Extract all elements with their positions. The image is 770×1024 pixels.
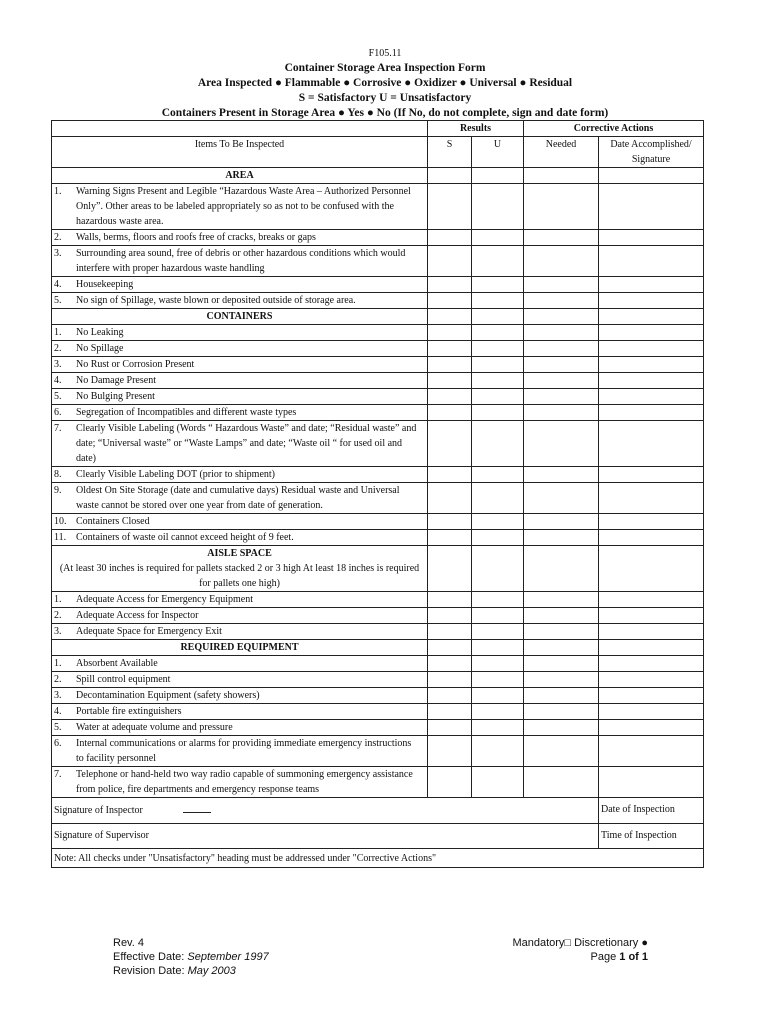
time-inspection-label: Time of Inspection	[601, 830, 677, 841]
date-accomplished-cell[interactable]	[599, 357, 704, 373]
needed-cell[interactable]	[524, 467, 599, 483]
item-text: Portable fire extinguishers	[76, 706, 182, 717]
table-row	[52, 230, 704, 246]
s-checkbox-cell[interactable]	[428, 767, 472, 798]
s-checkbox-cell[interactable]	[428, 246, 472, 277]
item-description	[52, 246, 428, 277]
item-number: 6.	[54, 407, 62, 418]
item-number: 2.	[54, 343, 62, 354]
table-row	[52, 624, 704, 640]
u-checkbox-cell[interactable]	[472, 341, 524, 357]
u-cell	[472, 168, 524, 184]
items-header: Items To Be Inspected	[52, 137, 428, 168]
item-number: 5.	[54, 722, 62, 733]
u-checkbox-cell[interactable]	[472, 467, 524, 483]
item-text: Segregation of Incompatibles and different waste types	[76, 407, 297, 418]
item-text: No Leaking	[76, 327, 124, 338]
form-code: F105.11	[368, 48, 402, 59]
item-text: No Spillage	[76, 343, 124, 354]
item-number: 5.	[54, 295, 62, 306]
date-accomplished-cell[interactable]	[599, 230, 704, 246]
section-header-row	[52, 640, 704, 656]
section-title-text: CONTAINERS	[206, 311, 273, 322]
date-accomplished-cell[interactable]	[599, 514, 704, 530]
section-title	[52, 640, 428, 656]
s-checkbox-cell[interactable]	[428, 230, 472, 246]
table-row	[52, 373, 704, 389]
u-checkbox-cell[interactable]	[472, 688, 524, 704]
needed-cell[interactable]	[524, 530, 599, 546]
s-checkbox-cell[interactable]	[428, 688, 472, 704]
u-checkbox-cell[interactable]	[472, 373, 524, 389]
date-accomplished-cell	[599, 309, 704, 325]
table-row	[52, 277, 704, 293]
u-checkbox-cell[interactable]	[472, 514, 524, 530]
rev-number: Rev. 4	[113, 937, 144, 949]
item-description	[52, 483, 428, 514]
item-description	[52, 405, 428, 421]
item-description	[52, 514, 428, 530]
needed-cell[interactable]	[524, 672, 599, 688]
date-inspection-label: Date of Inspection	[601, 804, 675, 815]
effective-date: Effective Date: September 1997	[113, 951, 269, 963]
item-text: Warning Signs Present and Legible “Hazardous Waste Area – Authorized Personnel Only”. Other areas to be labeled appropriately so as not to be confused with the hazardous waste area.	[76, 186, 411, 227]
item-text: No Bulging Present	[76, 391, 155, 402]
table-row	[52, 184, 704, 230]
item-text: Housekeeping	[76, 279, 134, 290]
item-description	[52, 467, 428, 483]
u-checkbox-cell[interactable]	[472, 421, 524, 467]
u-checkbox-cell[interactable]	[472, 530, 524, 546]
table-row	[52, 704, 704, 720]
u-checkbox-cell[interactable]	[472, 624, 524, 640]
s-checkbox-cell[interactable]	[428, 624, 472, 640]
needed-cell[interactable]	[524, 592, 599, 608]
item-description	[52, 592, 428, 608]
item-number: 2.	[54, 232, 62, 243]
item-description	[52, 624, 428, 640]
s-checkbox-cell[interactable]	[428, 672, 472, 688]
mandatory-discretionary: Mandatory□ Discretionary ●	[512, 937, 648, 949]
s-cell	[428, 309, 472, 325]
date-accomplished-cell[interactable]	[599, 277, 704, 293]
item-number: 3.	[54, 359, 62, 370]
inspection-body	[52, 168, 704, 798]
s-checkbox-cell[interactable]	[428, 720, 472, 736]
item-description	[52, 720, 428, 736]
item-description	[52, 230, 428, 246]
u-checkbox-cell[interactable]	[472, 672, 524, 688]
date-accomplished-cell[interactable]	[599, 704, 704, 720]
item-number: 1.	[54, 594, 62, 605]
needed-cell[interactable]	[524, 373, 599, 389]
item-description	[52, 325, 428, 341]
needed-cell[interactable]	[524, 277, 599, 293]
item-text: Spill control equipment	[76, 674, 171, 685]
item-description	[52, 357, 428, 373]
date-accomplished-cell[interactable]	[599, 467, 704, 483]
section-header-row	[52, 309, 704, 325]
needed-cell[interactable]	[524, 483, 599, 514]
date-accomplished-cell[interactable]	[599, 389, 704, 405]
table-row	[52, 325, 704, 341]
needed-cell[interactable]	[524, 688, 599, 704]
section-title-text: REQUIRED EQUIPMENT	[180, 642, 299, 653]
item-number: 4.	[54, 706, 62, 717]
date-accomplished-cell	[599, 546, 704, 592]
note-text: Note: All checks under "Unsatisfactory" heading must be addressed under "Corrective Actions"	[54, 853, 437, 864]
table-row	[52, 341, 704, 357]
item-description	[52, 767, 428, 798]
s-checkbox-cell[interactable]	[428, 656, 472, 672]
needed-cell[interactable]	[524, 341, 599, 357]
item-number: 2.	[54, 610, 62, 621]
item-text: Adequate Access for Emergency Equipment	[76, 594, 253, 605]
date-accomplished-cell	[599, 640, 704, 656]
item-number: 9.	[54, 485, 62, 496]
date-accomplished-cell[interactable]	[599, 405, 704, 421]
item-text: Absorbent Available	[76, 658, 158, 669]
u-checkbox-cell[interactable]	[472, 357, 524, 373]
needed-cell[interactable]	[524, 514, 599, 530]
u-checkbox-cell[interactable]	[472, 230, 524, 246]
results-header: Results	[428, 121, 524, 137]
needed-cell[interactable]	[524, 405, 599, 421]
date-accomplished-cell[interactable]	[599, 608, 704, 624]
s-checkbox-cell[interactable]	[428, 373, 472, 389]
u-checkbox-cell[interactable]	[472, 656, 524, 672]
s-checkbox-cell[interactable]	[428, 514, 472, 530]
u-checkbox-cell[interactable]	[472, 483, 524, 514]
needed-cell[interactable]	[524, 293, 599, 309]
item-description	[52, 277, 428, 293]
item-text: Water at adequate volume and pressure	[76, 722, 233, 733]
item-text: Containers of waste oil cannot exceed height of 9 feet.	[76, 532, 294, 543]
table-row	[52, 293, 704, 309]
needed-cell	[524, 640, 599, 656]
u-checkbox-cell[interactable]	[472, 325, 524, 341]
time-inspection-cell[interactable]	[599, 824, 704, 849]
inspector-signature-line	[183, 802, 211, 813]
revision-date: Revision Date: May 2003	[113, 965, 236, 977]
item-number: 3.	[54, 248, 62, 259]
u-checkbox-cell[interactable]	[472, 720, 524, 736]
section-header-row	[52, 168, 704, 184]
item-number: 7.	[54, 423, 62, 434]
item-text: Clearly Visible Labeling (Words “ Hazardous Waste” and date; “Residual waste” and date; “Universal waste” or “Waste Lamps” and date; “Waste oil “ for used oil and date)	[76, 423, 417, 464]
date-accomplished-cell[interactable]	[599, 184, 704, 230]
date-accomplished-cell[interactable]	[599, 720, 704, 736]
needed-cell[interactable]	[524, 421, 599, 467]
table-row	[52, 357, 704, 373]
needed-cell[interactable]	[524, 608, 599, 624]
item-description	[52, 341, 428, 357]
section-title-text: AREA	[225, 170, 254, 181]
item-description	[52, 373, 428, 389]
supervisor-signature-label: Signature of Supervisor	[54, 830, 149, 841]
header-blank	[52, 121, 428, 137]
needed-cell[interactable]	[524, 357, 599, 373]
table-row	[52, 421, 704, 467]
page-info	[480, 936, 648, 964]
area-inspected-line: Area Inspected ● Flammable ● Corrosive ● Oxidizer ● Universal ● Residual	[197, 77, 573, 89]
table-row	[52, 467, 704, 483]
s-checkbox-cell[interactable]	[428, 293, 472, 309]
date-accomplished-cell[interactable]	[599, 246, 704, 277]
item-text: Telephone or hand-held two way radio capable of summoning emergency assistance from police, fire departments and emergency response teams	[76, 769, 413, 795]
needed-cell	[524, 546, 599, 592]
section-title-text: AISLE SPACE	[207, 548, 272, 559]
item-number: 4.	[54, 375, 62, 386]
date-accomplished-cell[interactable]	[599, 421, 704, 467]
item-description	[52, 421, 428, 467]
item-number: 1.	[54, 327, 62, 338]
item-text: Surrounding area sound, free of debris or other hazardous conditions which would interfere with proper hazardous waste handling	[76, 248, 406, 274]
s-checkbox-cell[interactable]	[428, 357, 472, 373]
item-description	[52, 389, 428, 405]
s-checkbox-cell[interactable]	[428, 483, 472, 514]
u-cell	[472, 546, 524, 592]
item-number: 11.	[54, 532, 67, 543]
date-inspection-cell[interactable]	[599, 798, 704, 824]
item-number: 1.	[54, 658, 62, 669]
item-text: No Rust or Corrosion Present	[76, 359, 195, 370]
table-row	[52, 736, 704, 767]
table-row	[52, 720, 704, 736]
date-accomplished-cell[interactable]	[599, 325, 704, 341]
table-row	[52, 688, 704, 704]
inspector-signature-label: Signature of Inspector	[54, 805, 143, 816]
form-title: Container Storage Area Inspection Form	[284, 62, 486, 74]
item-text: Adequate Space for Emergency Exit	[76, 626, 222, 637]
section-header-row	[52, 546, 704, 592]
table-row	[52, 405, 704, 421]
table-row	[52, 483, 704, 514]
containers-present-line: Containers Present in Storage Area ● Yes ● No (If No, do not complete, sign and date form)	[161, 107, 609, 119]
legend-line: S = Satisfactory U = Unsatisfactory	[298, 92, 472, 104]
u-checkbox-cell[interactable]	[472, 293, 524, 309]
item-text: Clearly Visible Labeling DOT (prior to shipment)	[76, 469, 275, 480]
supervisor-signature-cell[interactable]	[52, 824, 599, 849]
date-accomplished-cell[interactable]	[599, 341, 704, 357]
inspection-table	[51, 120, 704, 868]
needed-cell[interactable]	[524, 624, 599, 640]
date-accomplished-cell[interactable]	[599, 688, 704, 704]
table-row	[52, 656, 704, 672]
item-number: 4.	[54, 279, 62, 290]
s-checkbox-cell[interactable]	[428, 341, 472, 357]
u-checkbox-cell[interactable]	[472, 592, 524, 608]
item-text: Adequate Access for Inspector	[76, 610, 199, 621]
s-checkbox-cell[interactable]	[428, 184, 472, 230]
needed-cell[interactable]	[524, 767, 599, 798]
u-checkbox-cell[interactable]	[472, 277, 524, 293]
u-cell	[472, 640, 524, 656]
table-row	[52, 514, 704, 530]
s-checkbox-cell[interactable]	[428, 530, 472, 546]
u-checkbox-cell[interactable]	[472, 767, 524, 798]
date-accomplished-cell[interactable]	[599, 483, 704, 514]
item-number: 3.	[54, 690, 62, 701]
s-cell	[428, 168, 472, 184]
u-checkbox-cell[interactable]	[472, 736, 524, 767]
u-header: U	[472, 137, 524, 168]
s-checkbox-cell[interactable]	[428, 608, 472, 624]
item-number: 7.	[54, 769, 62, 780]
s-checkbox-cell[interactable]	[428, 421, 472, 467]
date-accomplished-cell[interactable]	[599, 656, 704, 672]
s-checkbox-cell[interactable]	[428, 389, 472, 405]
date-accomplished-cell[interactable]	[599, 736, 704, 767]
item-text: Containers Closed	[76, 516, 150, 527]
item-text: No Damage Present	[76, 375, 156, 386]
date-accomplished-cell[interactable]	[599, 373, 704, 389]
needed-cell[interactable]	[524, 720, 599, 736]
u-checkbox-cell[interactable]	[472, 405, 524, 421]
item-number: 2.	[54, 674, 62, 685]
item-text: Internal communications or alarms for providing immediate emergency instructions to facility personnel	[76, 738, 412, 764]
date-accomplished-cell[interactable]	[599, 672, 704, 688]
u-checkbox-cell[interactable]	[472, 608, 524, 624]
table-row	[52, 592, 704, 608]
needed-cell[interactable]	[524, 230, 599, 246]
u-cell	[472, 309, 524, 325]
item-description	[52, 688, 428, 704]
needed-cell[interactable]	[524, 736, 599, 767]
date-accomplished-cell[interactable]	[599, 293, 704, 309]
date-accomplished-cell[interactable]	[599, 767, 704, 798]
item-description	[52, 672, 428, 688]
table-row	[52, 530, 704, 546]
needed-cell[interactable]	[524, 656, 599, 672]
item-text: Oldest On Site Storage (date and cumulative days) Residual waste and Universal waste cannot be stored over one year from date of generation.	[76, 485, 400, 511]
needed-header: Needed	[524, 137, 599, 168]
date-accomplished-cell	[599, 168, 704, 184]
date-accomplished-cell[interactable]	[599, 592, 704, 608]
needed-cell[interactable]	[524, 704, 599, 720]
s-checkbox-cell[interactable]	[428, 704, 472, 720]
s-checkbox-cell[interactable]	[428, 592, 472, 608]
item-number: 5.	[54, 391, 62, 402]
date-accomplished-cell[interactable]	[599, 624, 704, 640]
item-description	[52, 530, 428, 546]
table-row	[52, 767, 704, 798]
s-checkbox-cell[interactable]	[428, 277, 472, 293]
s-checkbox-cell[interactable]	[428, 325, 472, 341]
table-row	[52, 246, 704, 277]
s-checkbox-cell[interactable]	[428, 405, 472, 421]
u-checkbox-cell[interactable]	[472, 704, 524, 720]
date-accomplished-header: Date Accomplished/ Signature	[599, 137, 704, 168]
s-checkbox-cell[interactable]	[428, 736, 472, 767]
item-number: 10.	[54, 516, 67, 527]
item-number: 3.	[54, 626, 62, 637]
table-row	[52, 672, 704, 688]
inspector-signature-cell[interactable]	[52, 798, 599, 824]
table-row	[52, 608, 704, 624]
needed-cell[interactable]	[524, 246, 599, 277]
section-title	[52, 546, 428, 592]
item-description	[52, 293, 428, 309]
needed-cell	[524, 168, 599, 184]
item-number: 8.	[54, 469, 62, 480]
section-title	[52, 309, 428, 325]
needed-cell[interactable]	[524, 184, 599, 230]
section-title	[52, 168, 428, 184]
item-description	[52, 656, 428, 672]
item-description	[52, 704, 428, 720]
item-text: No sign of Spillage, waste blown or deposited outside of storage area.	[76, 295, 356, 306]
note-cell	[52, 849, 704, 868]
needed-cell	[524, 309, 599, 325]
table-row	[52, 389, 704, 405]
s-cell	[428, 546, 472, 592]
item-number: 6.	[54, 738, 62, 749]
u-checkbox-cell[interactable]	[472, 184, 524, 230]
needed-cell[interactable]	[524, 389, 599, 405]
item-description	[52, 184, 428, 230]
s-header: S	[428, 137, 472, 168]
item-description	[52, 608, 428, 624]
item-text: Walls, berms, floors and roofs free of cracks, breaks or gaps	[76, 232, 316, 243]
section-subtitle: (At least 30 inches is required for pallets stacked 2 or 3 high At least 18 inches is required for pallets one high)	[59, 563, 420, 589]
page-number: Page 1 of 1	[590, 951, 648, 963]
u-checkbox-cell[interactable]	[472, 246, 524, 277]
corrective-actions-header: Corrective Actions	[524, 121, 704, 137]
u-checkbox-cell[interactable]	[472, 389, 524, 405]
item-number: 1.	[54, 186, 62, 197]
revision-info	[113, 936, 269, 978]
s-cell	[428, 640, 472, 656]
item-description	[52, 736, 428, 767]
s-checkbox-cell[interactable]	[428, 467, 472, 483]
needed-cell[interactable]	[524, 325, 599, 341]
item-text: Decontamination Equipment (safety showers)	[76, 690, 260, 701]
date-accomplished-cell[interactable]	[599, 530, 704, 546]
